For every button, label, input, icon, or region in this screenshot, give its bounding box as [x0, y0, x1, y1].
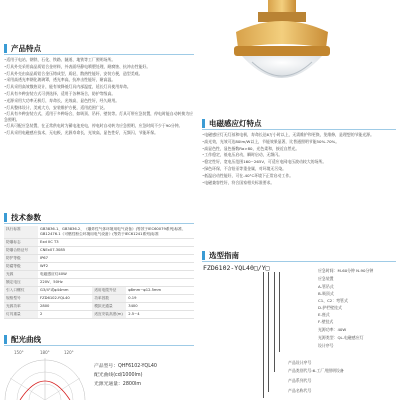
selection-label: 光源功率：40W: [318, 327, 347, 332]
light-heading: 配光曲线: [4, 333, 41, 345]
selection-label: 应急时间：M-60分钟 N-90分钟: [318, 268, 374, 273]
heading-bar: [4, 44, 7, 53]
light-underline: [4, 345, 194, 346]
model-slot: □/Y□: [253, 264, 270, 272]
feature-item: • 灯具整体设计，美观大方，安装维护方便，适用范围广泛。: [4, 105, 196, 110]
specs-heading: 技术参数: [4, 211, 41, 223]
model-code: FZD6102-YQL40□/Y□: [203, 264, 270, 272]
selection-label: 应急装置: [318, 276, 334, 281]
feature-item: • 灯具可配应急装置，在正常供电时为蓄电池充电，停电时自动转为应急照明，应急时间不少于90分钟。: [4, 123, 196, 128]
selection-label: 产品名称代号: [288, 388, 312, 393]
selection-underline: [202, 261, 396, 262]
selection-vline: [263, 272, 264, 398]
feature-item: • 光源采用大功率无极灯，寿命长，光效高，显色性好，经久耐用。: [4, 98, 196, 103]
angle-label: 150°: [14, 350, 24, 355]
feature-item: • 灯具采用高效散热设计，能有效降低灯具内部温度，延长灯具使用寿命。: [4, 84, 196, 89]
induction-item: • 低温启动性能好，可在-40°C环境下正常启动工作。: [202, 173, 396, 178]
induction-heading: 电磁感应灯特点: [202, 117, 262, 129]
induction-item: • 高光效，光效可达80lm/W以上，节能效果显著，比普通照明节能50%-70%。: [202, 139, 396, 144]
table-row: 规格型号 FZD6102-YQL40 功率因数 0.19: [4, 295, 194, 303]
selection-label: C1、C2：弯管式: [318, 298, 348, 303]
table-row: 防腐等级 WF2: [4, 263, 194, 271]
light-info-line: 光源光通量：2800lm: [94, 382, 141, 387]
heading-bar: [4, 213, 7, 222]
selection-label: E-座式: [318, 312, 330, 317]
table-row: 防爆标志 Exd IIC T3: [4, 239, 194, 247]
table-row: 防护等级 IP67: [4, 255, 194, 263]
feature-item: • 灯具有多种安装方式可供选择，适用于各种场合，防护等级高。: [4, 91, 196, 96]
product-image: [222, 0, 342, 100]
feature-item: • 灯具采用电磁感应技术，无电极，光源寿命长，光效高，显色性好，无频闪，节能环保。: [4, 130, 196, 135]
feature-item: • 灯具外壳由高品质铝合金压铸成型，质轻，散热性能好，安装方便，造型美观。: [4, 71, 196, 76]
induction-item: • 电磁兼容性好，符合国家相关标准要求。: [202, 180, 396, 185]
angle-label: 180°: [40, 350, 50, 355]
induction-item: • 电磁感应灯无灯丝和电极，寿命长达6万小时以上，无需维护和更换，免维修，是理想的节能光源。: [202, 132, 396, 137]
induction-underline: [202, 129, 396, 130]
selection-label: 光源类型：QL-电磁感应灯: [318, 335, 364, 340]
induction-item: • 工作稳定，低电压启动，瞬时启动，无频闪。: [202, 152, 396, 157]
heading-bar: [202, 251, 205, 260]
table-row: 额定电压 220V、50Hz: [4, 279, 194, 287]
light-distribution-diagram: [4, 348, 86, 400]
selection-label: 设计序号: [318, 343, 334, 348]
selection-vline: [279, 272, 280, 352]
selection-label: F-壁挂式: [318, 319, 334, 324]
selection-vline: [268, 272, 269, 392]
features-list: [4, 57, 196, 137]
feature-item: • 灯具外壳采用高品质铝合金材料，外表面经静电喷塑处理，耐腐蚀、抗冲击性能好。: [4, 64, 196, 69]
selection-label: B-吸顶式: [318, 291, 334, 296]
specs-table: [4, 226, 194, 319]
selection-label: D-护栏壁挂式: [318, 305, 342, 310]
selection-label: A-管吊式: [318, 284, 334, 289]
induction-item: • 稳定性好，宽电压范围160~265V，可适应电网电压波动较大的场所。: [202, 159, 396, 164]
selection-label: 产品类别代号:6-工厂用照明设备: [288, 368, 344, 373]
heading-bar: [4, 335, 7, 344]
table-row: 执行标准 GB3836.1、GB3836.2、《爆炸性气体环境用电气设备》(等效于IEC60079系列)标准、GB12476.1《可燃性粉尘环境用电气设备》(等效于IEC61241系列)标准: [4, 226, 194, 239]
selection-vline: [274, 272, 275, 372]
light-info: [94, 362, 157, 389]
angle-label: 120°: [64, 350, 74, 355]
table-row: 灯具重量 2 适宜安装高度(m) 2.5~4: [4, 311, 194, 319]
table-row: 光源 电磁感应灯40W: [4, 271, 194, 279]
feature-item: • 灯具有多种安装方式，适用于多种场合，如吸顶、吊杆、壁装等。灯具可带应急装置，停电时能自动转换为应急照明。: [4, 111, 196, 121]
induction-item: • 绿色环保，不含铅汞等重金属，对环境无污染。: [202, 166, 396, 171]
induction-item: • 高显色性，显色指数Ra>80，光色柔和，接近自然光。: [202, 146, 396, 151]
light-info-line: 产品型号：QHF6102-YQL40: [94, 364, 157, 369]
features-heading: 产品特点: [4, 42, 41, 54]
table-row: 防爆合格证号 CNEx07.3085: [4, 247, 194, 255]
light-info-line: 配光曲线(cd/1000lm): [94, 373, 143, 378]
feature-item: • 采用高透光率钢化玻璃罩，透光率高，抗冲击性能好，耐高温。: [4, 77, 196, 82]
feature-item: • 适用于电站、钢铁、石化、铁路、隧道、地铁等工厂照明场所。: [4, 57, 196, 62]
heading-bar: [202, 119, 205, 128]
selection-label: 产品设计序号: [288, 360, 312, 365]
induction-list: [202, 132, 396, 186]
features-underline: [4, 54, 194, 55]
table-row: 引入口螺纹 G3/4"或φ44mm 适用电缆外径 φ8mm~φ12.5mm: [4, 287, 194, 295]
specs-underline: [4, 223, 194, 224]
selection-label: 产品系列代号: [288, 378, 312, 383]
selection-heading: 选型指南: [202, 249, 239, 261]
table-row: 光源功率 2800 模拟光通量 3400: [4, 303, 194, 311]
